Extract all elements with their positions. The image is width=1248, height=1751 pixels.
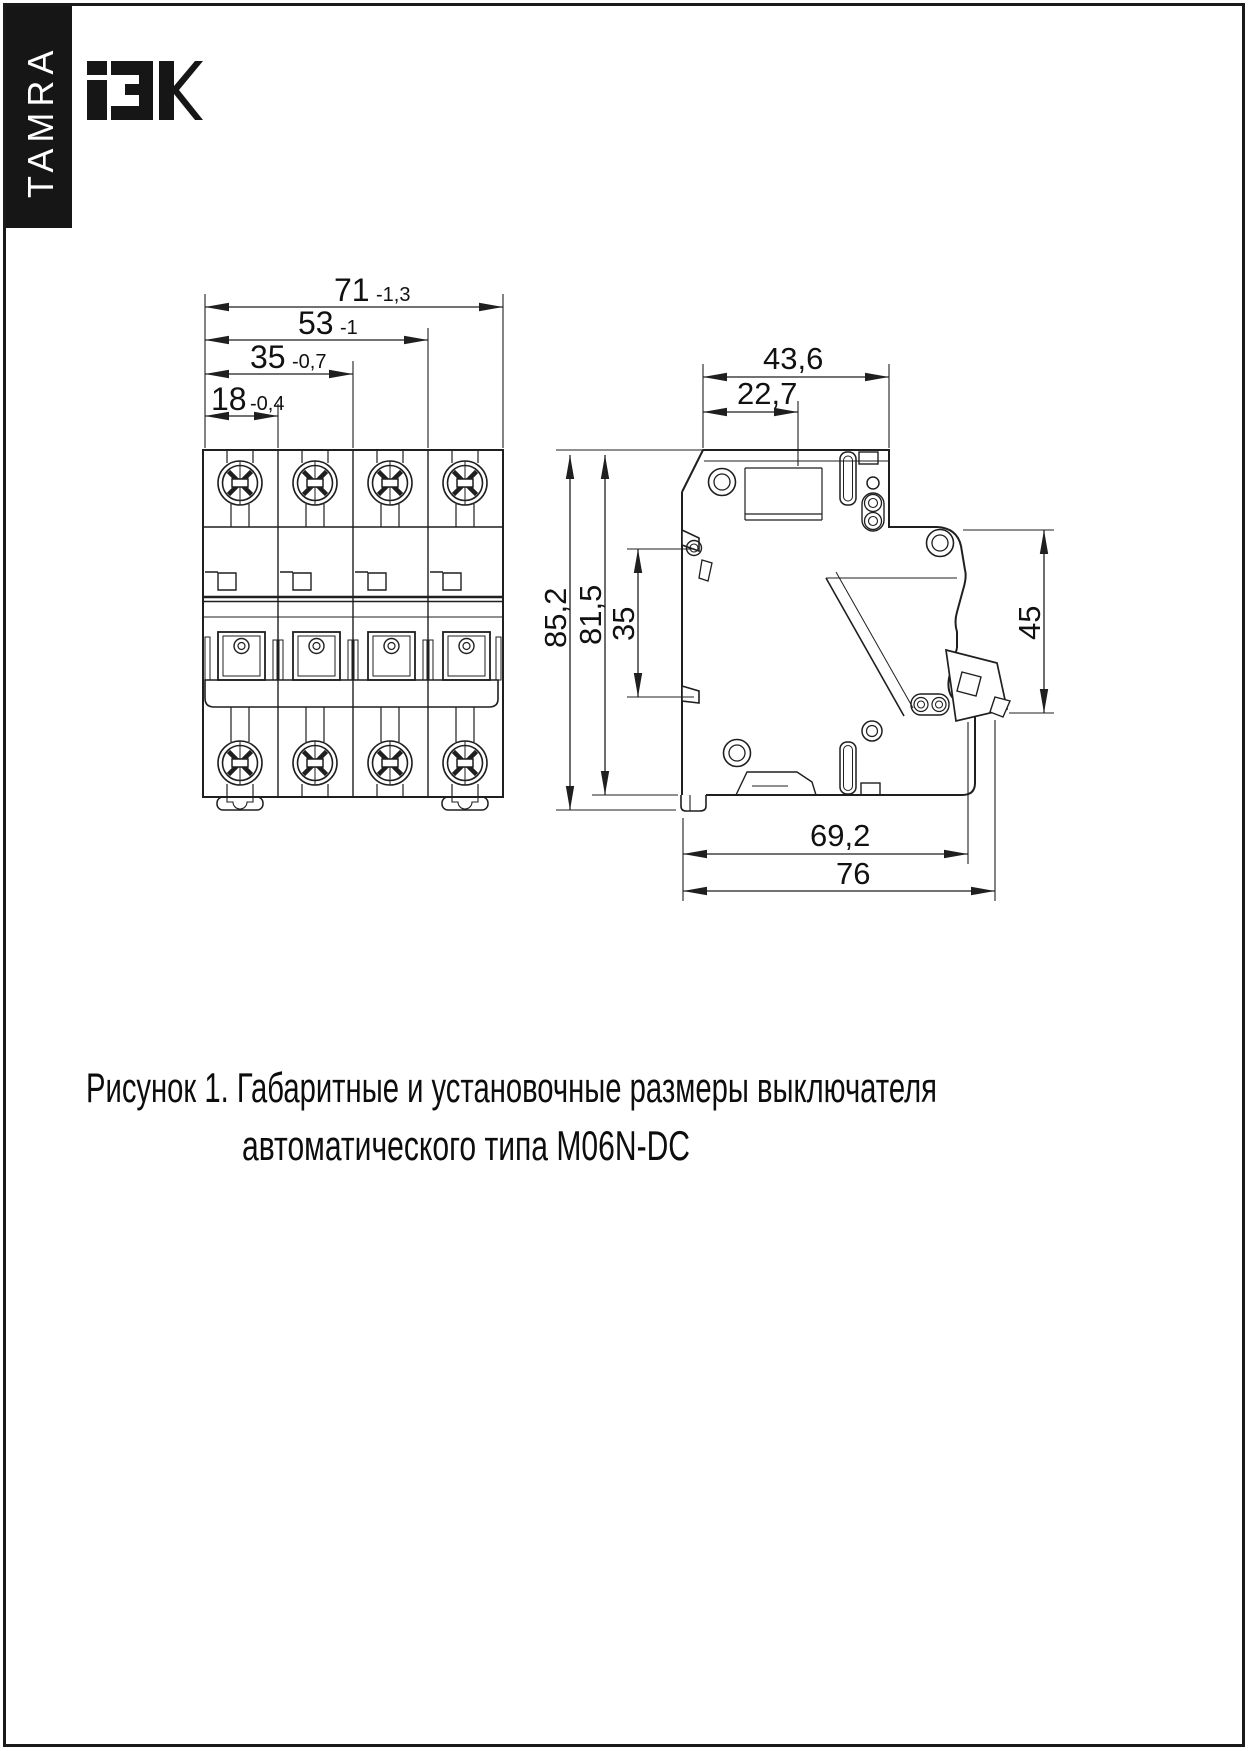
armat-label: TAMRA [20, 44, 61, 198]
armat-sidebar-tab [6, 6, 72, 228]
dim-width-35-tol: -0,7 [292, 351, 327, 373]
front-indicator-flags [205, 572, 461, 590]
front-bottom-tabs [217, 797, 488, 810]
page-frame [5, 5, 1244, 1746]
dim-front-45: 45 [1012, 605, 1047, 640]
front-view-dimensions [205, 272, 503, 448]
iek-logo [87, 61, 203, 120]
dim-width-53: 53 [298, 305, 334, 341]
dim-depth-69-2: 69,2 [810, 818, 871, 853]
dim-depth-43-6: 43,6 [763, 341, 824, 376]
dim-depth-22-7: 22,7 [737, 376, 798, 411]
dim-width-35: 35 [250, 339, 286, 375]
dim-height-85-2: 85,2 [538, 587, 573, 648]
front-view-drawing [203, 450, 503, 810]
dim-din-rail-35: 35 [606, 606, 641, 641]
dim-width-18-tol: -0,4 [250, 393, 285, 415]
figure-caption [86, 1064, 937, 1169]
front-handle-tie-bar [205, 680, 498, 707]
dim-depth-76: 76 [836, 856, 871, 891]
figure-caption-line2: автоматического типа M06N-DC [242, 1122, 690, 1169]
dim-height-81-5: 81,5 [573, 584, 608, 645]
dim-width-71: 71 [334, 272, 370, 308]
side-view-drawing [681, 450, 1010, 811]
dim-width-18: 18 [211, 381, 247, 417]
side-view-dimensions [538, 341, 1054, 901]
side-toggle-lever [911, 650, 1010, 721]
dim-width-71-tol: -1,3 [376, 284, 411, 306]
dim-width-53-tol: -1 [340, 317, 358, 339]
figure-caption-line1: Рисунок 1. Габаритные и установочные размеры выключателя [86, 1064, 937, 1111]
